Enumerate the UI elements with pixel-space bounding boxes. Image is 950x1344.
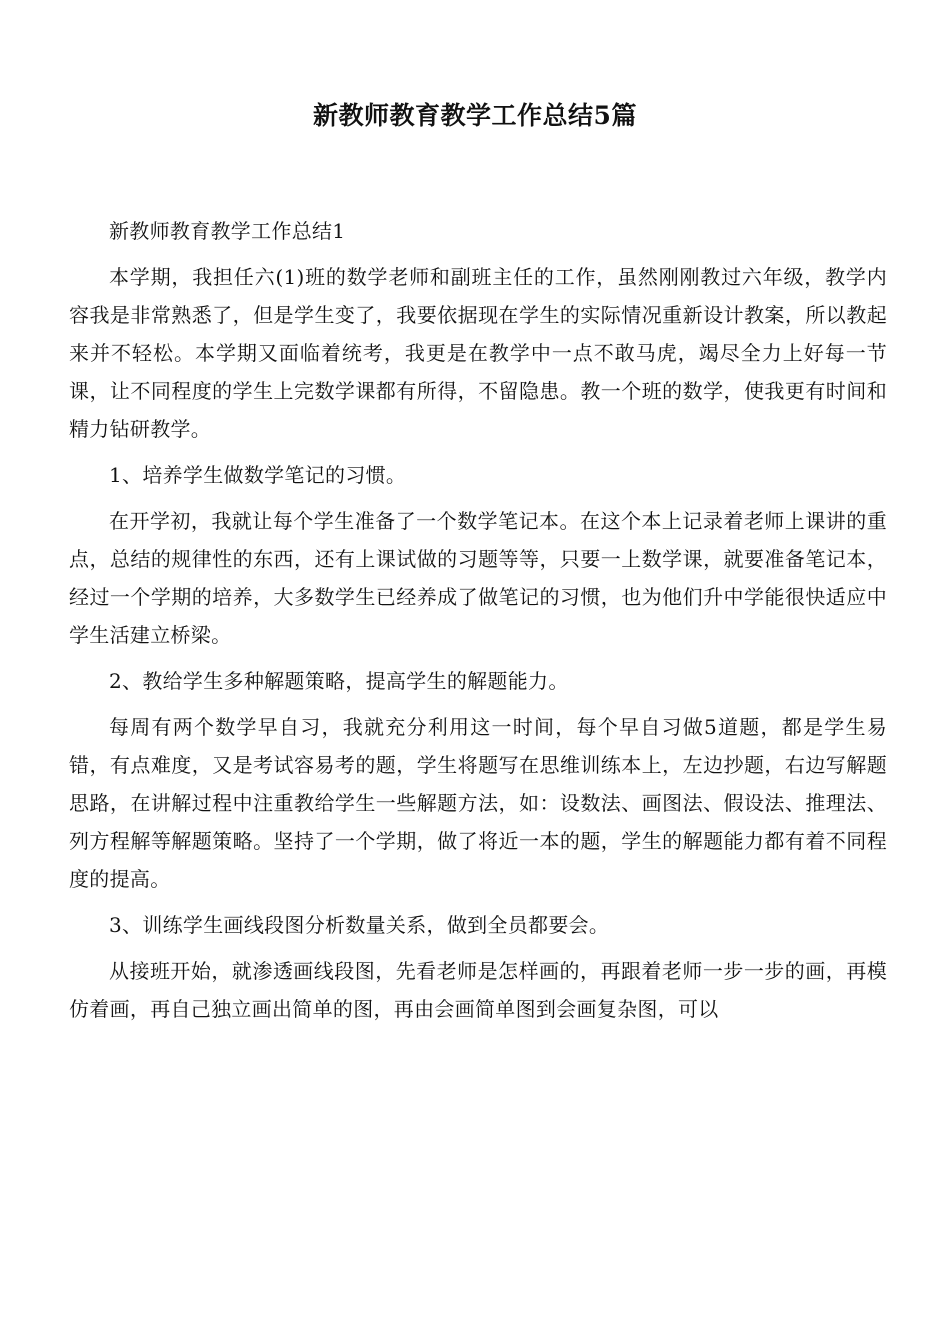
paragraph: 在开学初，我就让每个学生准备了一个数学笔记本。在这个本上记录着老师上课讲的重点，总结的规律性的东西，还有上课试做的习题等等，只要一上数学课，就要准备笔记本，经过一个学期的培养，大多数学生已经养成了做笔记的习惯，也为他们升中学能很快适应中学生活建立桥梁。 — [69, 509, 887, 647]
document-title: 新教师教育教学工作总结5篇 — [313, 101, 637, 130]
paragraph: 从接班开始，就渗透画线段图，先看老师是怎样画的，再跟着老师一步一步的画，再模仿着画，再自己独立画出简单的图，再由会画简单图到会画复杂图，可以 — [69, 959, 887, 1021]
paragraph: 每周有两个数学早自习，我就充分利用这一时间，每个早自习做5道题，都是学生易错，有点难度，又是考试容易考的题，学生将题写在思维训练本上，左边抄题，右边写解题思路，在讲解过程中注重教给学生一些解题方法，如：设数法、画图法、假设法、推理法、列方程解等解题策略。坚持了一个学期，做了将近一本的题，学生的解题能力都有着不同程度的提高。 — [69, 715, 887, 891]
list-heading: 2、教给学生多种解题策略，提高学生的解题能力。 — [109, 669, 569, 693]
section-heading: 新教师教育教学工作总结1 — [109, 219, 346, 243]
document-body — [69, 212, 887, 1028]
list-heading: 3、训练学生画线段图分析数量关系，做到全员都要会。 — [109, 913, 610, 937]
paragraph: 本学期，我担任六(1)班的数学老师和副班主任的工作，虽然刚刚教过六年级，教学内容我是非常熟悉了，但是学生变了，我要依据现在学生的实际情况重新设计教案，所以教起来并不轻松。本学期又面临着统考，我更是在教学中一点不敢马虎，竭尽全力上好每一节课，让不同程度的学生上完数学课都有所得，不留隐患。教一个班的数学，使我更有时间和精力钻研教学。 — [69, 265, 887, 441]
list-heading: 1、培养学生做数学笔记的习惯。 — [109, 463, 407, 487]
